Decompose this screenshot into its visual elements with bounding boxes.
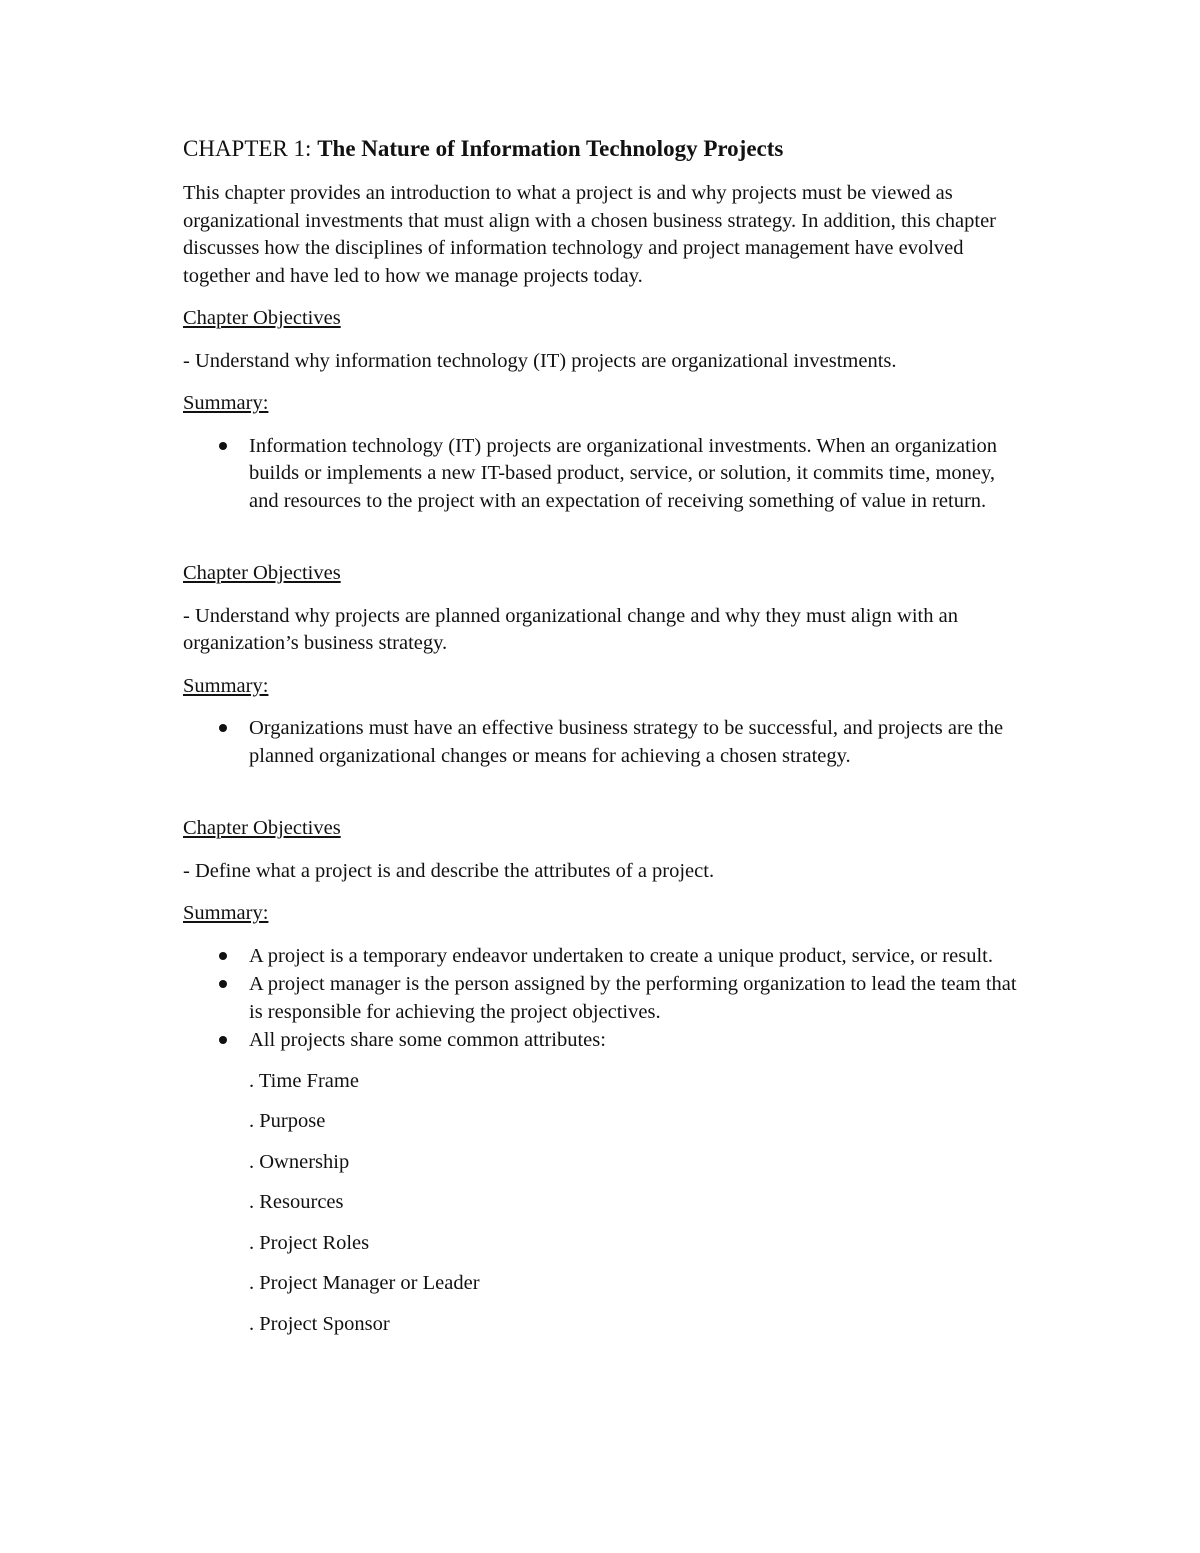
chapter-name: The Nature of Information Technology Projects	[317, 136, 784, 161]
summary-item-text: All projects share some common attributes:	[249, 1029, 606, 1051]
objectives-heading: Chapter Objectives	[183, 562, 341, 584]
summary-item-text: A project manager is the person assigned by the performing organization to lead the team that is responsible for achieving the project objectives.	[249, 973, 1017, 1023]
chapter-title	[183, 134, 1023, 164]
attribute-item: . Project Roles	[249, 1231, 370, 1254]
spacer	[183, 516, 1023, 560]
summary-heading: Summary:	[183, 392, 269, 414]
summary-item-text: A project is a temporary endeavor undertaken to create a unique product, service, or result.	[249, 944, 993, 967]
attribute-item: . Resources	[249, 1191, 344, 1213]
attribute-item: . Project Sponsor	[249, 1312, 390, 1335]
attribute-item: . Project Manager or Leader	[249, 1272, 480, 1294]
objective-section-2	[183, 560, 1023, 770]
summary-item	[249, 971, 1023, 1026]
summary-item-text: Information technology (IT) projects are organizational investments. When an organization builds or implements a new IT-based product, service, or solution, it commits time, money, and resources to the project with an expectation of receiving something of value in return.	[249, 434, 998, 512]
summary-list	[183, 943, 1023, 1055]
chapter-number: CHAPTER 1:	[183, 136, 312, 161]
summary-list	[183, 715, 1023, 770]
objectives-heading: Chapter Objectives	[183, 817, 341, 839]
objective-section-1	[183, 305, 1023, 515]
summary-item-text: Organizations must have an effective business strategy to be successful, and projects are the planned organizational changes or means for achieving a chosen strategy.	[249, 717, 1004, 767]
objective-section-3	[183, 815, 1023, 1338]
document-page	[183, 134, 1023, 1351]
bullet-icon	[219, 442, 227, 450]
summary-heading: Summary:	[183, 674, 269, 697]
bullet-icon	[219, 724, 227, 732]
summary-item	[249, 1027, 1023, 1055]
attribute-item: . Purpose	[249, 1110, 326, 1132]
objective-text: - Define what a project is and describe the attributes of a project.	[183, 859, 715, 882]
objective-text: - Understand why information technology (IT) projects are organizational investments.	[183, 349, 897, 372]
summary-item	[249, 433, 1023, 516]
spacer	[183, 771, 1023, 815]
bullet-icon	[219, 952, 227, 960]
summary-heading: Summary:	[183, 902, 269, 924]
bullet-icon	[219, 980, 227, 988]
summary-item	[249, 943, 1023, 971]
summary-list	[183, 433, 1023, 516]
attribute-item: . Ownership	[249, 1150, 350, 1173]
attribute-item: . Time Frame	[249, 1069, 359, 1092]
attribute-list	[249, 1068, 1023, 1339]
objective-text: - Understand why projects are planned organizational change and why they must align with an organization’s business strategy.	[183, 604, 958, 654]
objectives-heading: Chapter Objectives	[183, 307, 341, 329]
bullet-icon	[219, 1036, 227, 1044]
summary-item	[249, 715, 1023, 770]
chapter-intro: This chapter provides an introduction to what a project is and why projects must be viewed as organizational investments that must align with a chosen business strategy. In addition, this chapter discusses how the disciplines of information technology and project management have evolved together and have led to how we manage projects today.	[183, 182, 997, 287]
